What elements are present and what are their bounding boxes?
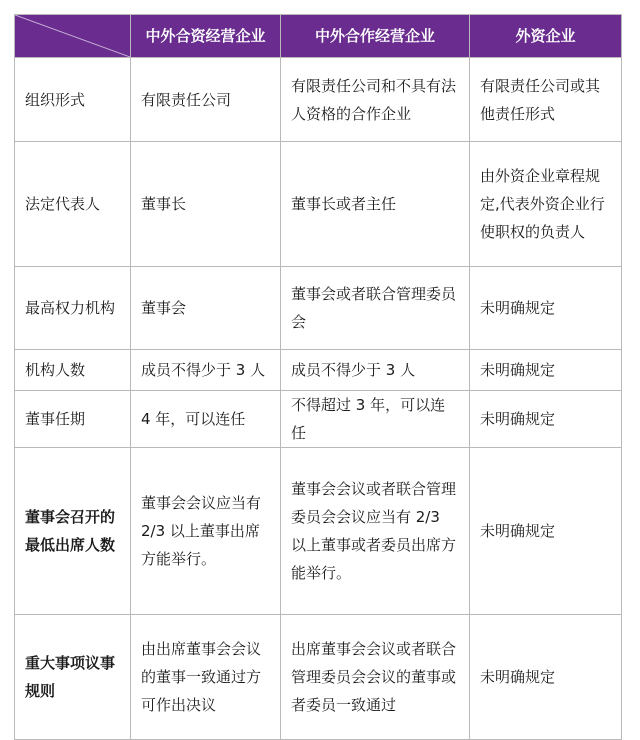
table-cell: 有限责任公司和不具有法人资格的合作企业 xyxy=(281,58,470,142)
table-cell: 出席董事会会议或者联合管理委员会会议的董事或者委员一致通过 xyxy=(281,615,470,740)
table-body xyxy=(15,58,622,740)
table-cell: 董事长或者主任 xyxy=(281,142,470,267)
row-label: 董事会召开的最低出席人数 xyxy=(15,448,131,615)
table-cell: 由外资企业章程规定,代表外资企业行使职权的负责人 xyxy=(470,142,622,267)
table-cell: 4 年，可以连任 xyxy=(131,391,281,448)
table-cell: 不得超过 3 年，可以连任 xyxy=(281,391,470,448)
table-cell: 未明确规定 xyxy=(470,267,622,350)
column-header-joint-venture: 中外合资经营企业 xyxy=(131,15,281,58)
table-row xyxy=(15,448,622,615)
table-cell: 董事会 xyxy=(131,267,281,350)
table-cell: 由出席董事会会议的董事一致通过方可作出决议 xyxy=(131,615,281,740)
table-cell: 董事会会议应当有 2/3 以上董事出席方能举行。 xyxy=(131,448,281,615)
diagonal-line xyxy=(15,15,130,57)
row-label: 重大事项议事规则 xyxy=(15,615,131,740)
table-cell: 董事会会议或者联合管理委员会会议应当有 2/3 以上董事或者委员出席方能举行。 xyxy=(281,448,470,615)
table-cell: 未明确规定 xyxy=(470,350,622,391)
comparison-table xyxy=(14,14,622,740)
table-row xyxy=(15,267,622,350)
header-row xyxy=(15,15,622,58)
table-cell: 有限责任公司或其他责任形式 xyxy=(470,58,622,142)
table-header xyxy=(15,15,622,58)
table-row xyxy=(15,58,622,142)
column-header-cooperative: 中外合作经营企业 xyxy=(281,15,470,58)
row-label: 机构人数 xyxy=(15,350,131,391)
table-cell: 成员不得少于 3 人 xyxy=(131,350,281,391)
column-header-foreign-owned: 外资企业 xyxy=(470,15,622,58)
table-row xyxy=(15,350,622,391)
table-cell: 成员不得少于 3 人 xyxy=(281,350,470,391)
row-label: 法定代表人 xyxy=(15,142,131,267)
table-cell: 董事长 xyxy=(131,142,281,267)
table-cell: 有限责任公司 xyxy=(131,58,281,142)
header-corner-cell xyxy=(15,15,131,58)
table-cell: 未明确规定 xyxy=(470,391,622,448)
row-label: 最高权力机构 xyxy=(15,267,131,350)
row-label: 组织形式 xyxy=(15,58,131,142)
table-row xyxy=(15,391,622,448)
row-label: 董事任期 xyxy=(15,391,131,448)
table-cell: 未明确规定 xyxy=(470,448,622,615)
table-row xyxy=(15,615,622,740)
table-row xyxy=(15,142,622,267)
table-cell: 董事会或者联合管理委员会 xyxy=(281,267,470,350)
table-cell: 未明确规定 xyxy=(470,615,622,740)
